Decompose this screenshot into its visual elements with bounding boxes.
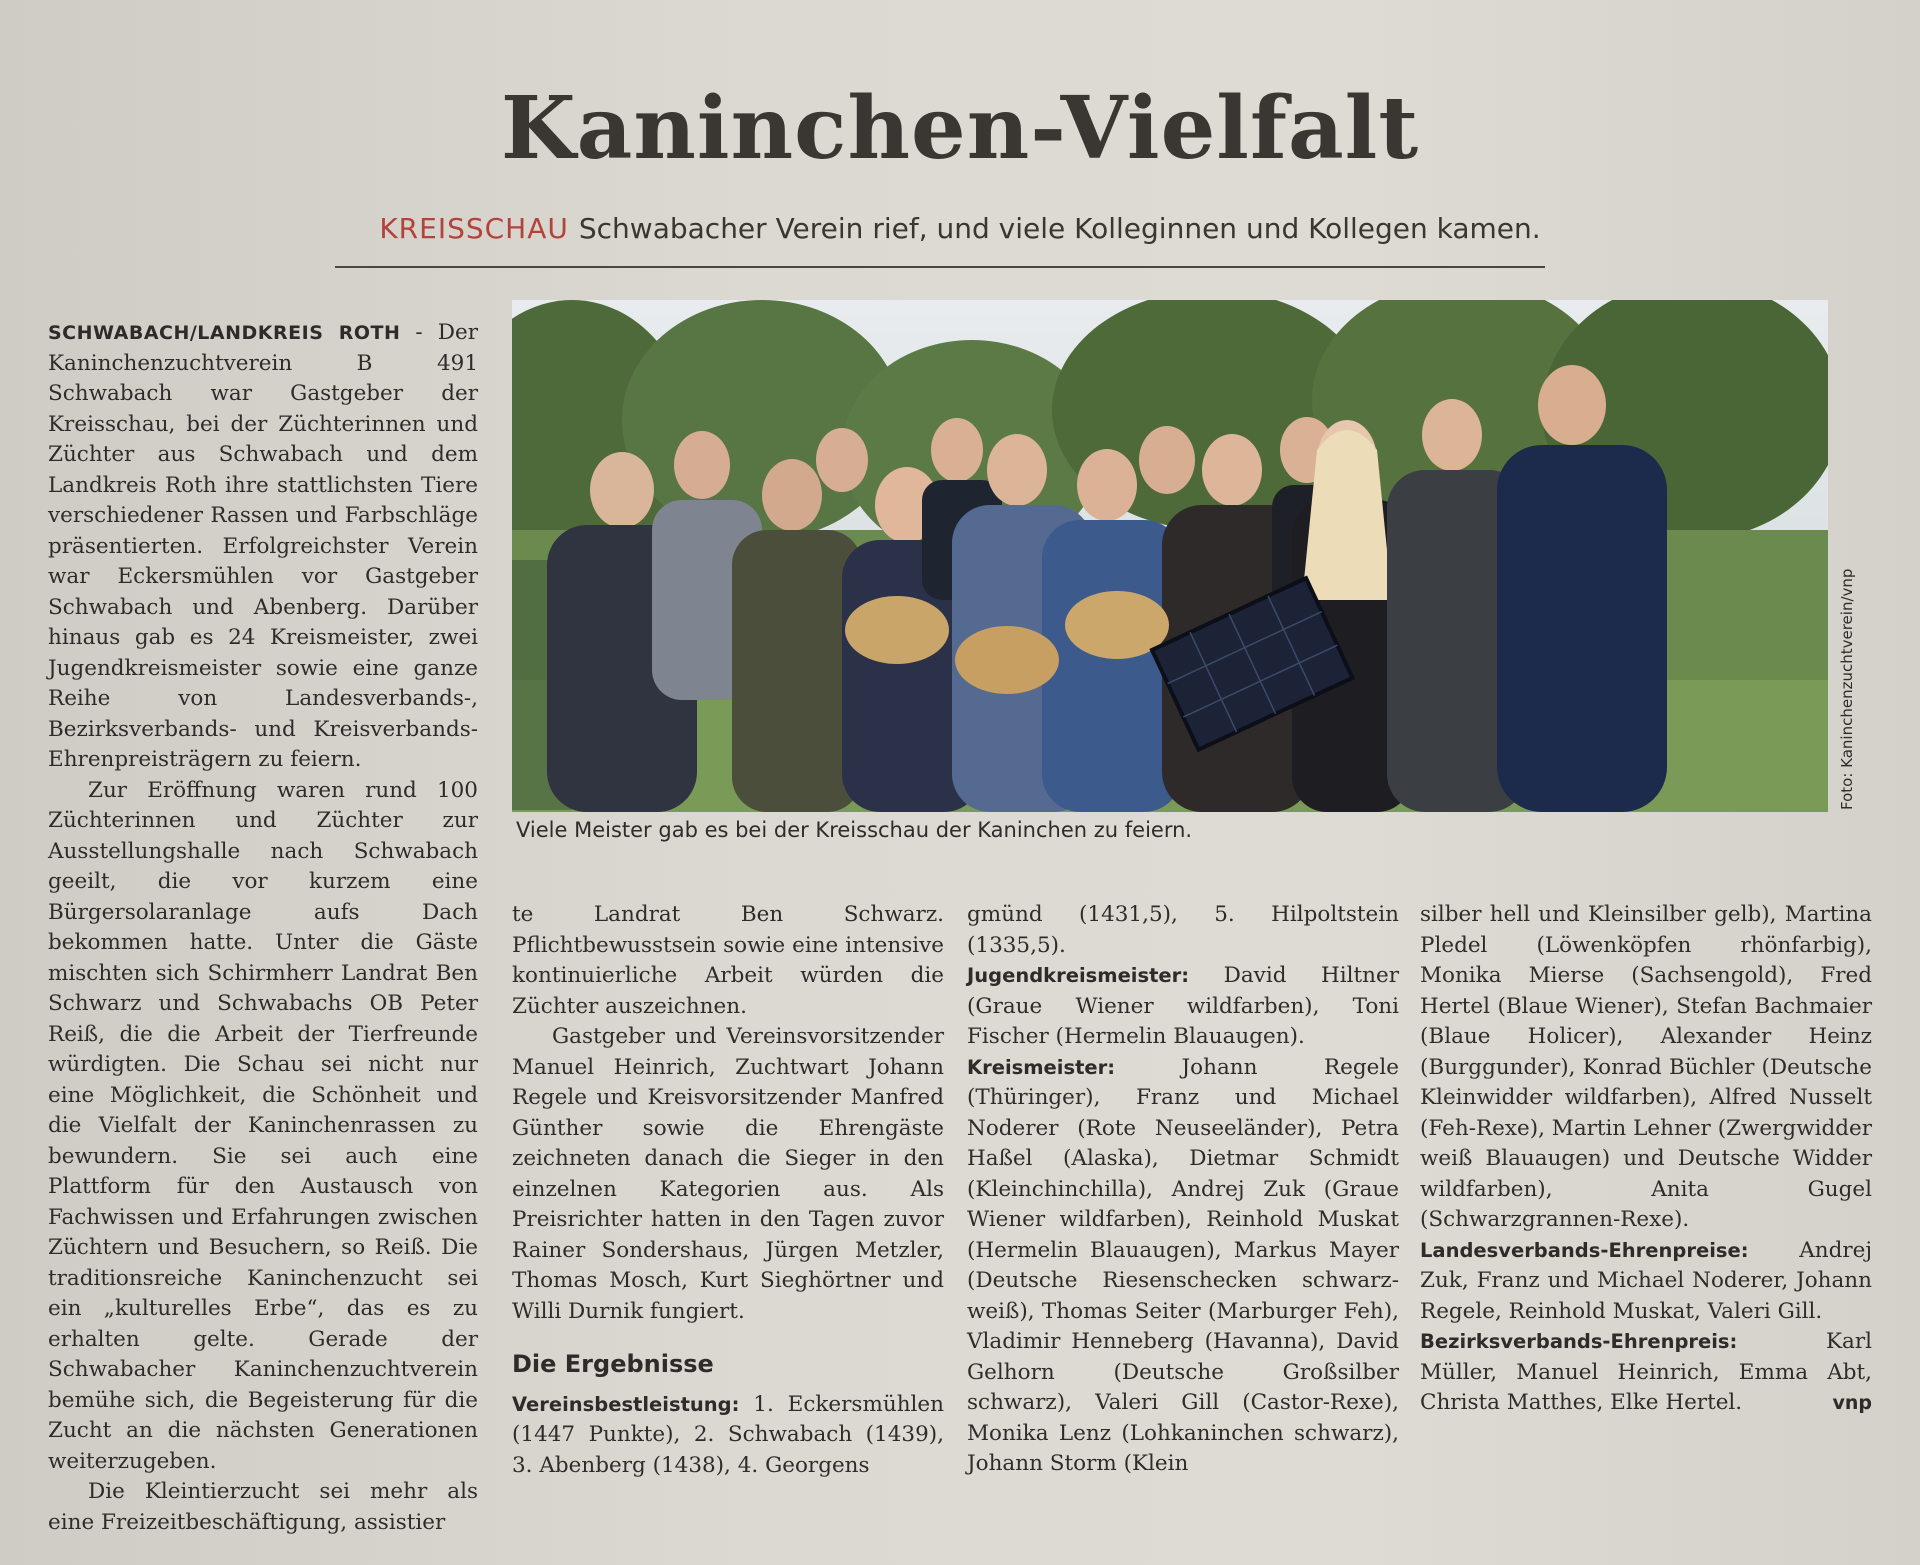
results-verein-cont: gmünd (1431,5), 5. Hilpoltstein (1335,5). (967, 902, 1399, 958)
header-rule (335, 266, 1545, 268)
results-verein-text: 1. Eckersmühlen (1447 Punkte), 2. Schwabach (1439), 3. Abenberg (1438), 4. Georgens (512, 1391, 944, 1478)
results-landes-label: Landesverbands-Ehrenpreise: (1420, 1238, 1749, 1262)
column-4 (1420, 900, 1872, 1419)
kicker: KREISSCHAU (379, 212, 569, 245)
results-kreis-cont: silber hell und Kleinsilber gelb), Martina Pledel (Löwenköpfen rhönfarbig), Monika Mierse (Sachsengold), Fred Hertel (Blaue Wiener), Stefan Bachmaier (Blaue Holicer), Alexander Heinz (Burggunder), Konrad Büchler (Deutsche Kleinwidder wildfarben), Alfred Nusselt (Feh-Rexe), Martin Lehner (Zwergwidder weiß Blauaugen) und Deutsche Widder wildfarben), Anita Gugel (Schwarzgrannen-Rexe). (1420, 902, 1872, 1232)
results-verein-label: Vereinsbestleistung: (512, 1392, 740, 1416)
paragraph-3a: Die Kleintierzucht sei mehr als eine Freizeitbeschäftigung, assistier (48, 1479, 478, 1535)
group-photo (512, 300, 1828, 812)
subheadline-line (0, 212, 1920, 245)
dateline: SCHWABACH/LANDKREIS ROTH (48, 322, 401, 344)
results-kreis-text: Johann Regele (Thüringer), Franz und Michael Noderer (Rote Neuseeländer), Petra Haßel (Alaska), Dietmar Schmidt (Kleinchinchilla), Andrej Zuk (Graue Wiener wildfarben), Reinhold Muskat (Hermelin Blauaugen), Markus Mayer (Deutsche Riesenschecken schwarz-weiß), Thomas Seiter (Marburger Feh), Vladimir Henneberg (Havanna), David Gelhorn (Deutsche Großsilber schwarz), Valeri Gill (Castor-Rexe), Monika Lenz (Lohkaninchen schwarz), Johann Storm (Klein (967, 1054, 1399, 1476)
paragraph-1 (48, 318, 478, 776)
results-kreis (967, 1053, 1399, 1480)
results-bezirk (1420, 1327, 1872, 1419)
paragraph-3b: te Landrat Ben Schwarz. Pflichtbewusstsein sowie eine intensive kontinuierliche Arbeit würden die Züchter auszeichnen. (512, 902, 944, 1019)
paragraph-1-text: - Der Kaninchenzuchtverein B 491 Schwabach war Gastgeber der Kreisschau, bei der Züchterinnen und Züchter aus Schwabach und dem Landkreis Roth ihre stattlichsten Tiere verschiedener Rassen und Farbschläge präsentierten. Erfolgreichster Verein war Eckersmühlen vor Gastgeber Schwabach und Abenberg. Darüber hinaus gab es 24 Kreismeister, zwei Jugendkreismeister sowie eine ganze Reihe von Landesverbands-, Bezirksverbands- und Kreisverbands-Ehrenpreisträgern zu feiern. (48, 320, 478, 772)
results-jugend-text: David Hiltner (Graue Wiener wildfarben), Toni Fischer (Hermelin Blauaugen). (967, 963, 1399, 1049)
results-jugend (967, 961, 1399, 1053)
photo-caption: Viele Meister gab es bei der Kreisschau der Kaninchen zu feiern. (516, 818, 1193, 842)
column-2 (512, 900, 944, 1481)
results-bezirk-text: Karl Müller, Manuel Heinrich, Emma Abt, Christa Matthes, Elke Hertel. (1420, 1329, 1872, 1415)
paragraph-2: Zur Eröffnung waren rund 100 Züchterinnen und Züchter zur Ausstellungshalle nach Schwabach geeilt, die vor kurzem eine Bürgersolaranlage aufs Dach bekommen hatte. Unter die Gäste mischten sich Schirmherr Landrat Ben Schwarz und Schwabachs OB Peter Reiß, die die Arbeit der Tierfreunde würdigten. Die Schau sei nicht nur eine Möglichkeit, die Schönheit und die Vielfalt der Kaninchenrassen zu bewundern. Sie sei auch eine Plattform für den Austausch von Fachwissen und Erfahrungen zwischen Züchtern und Besuchern, so Reiß. Die traditionsreiche Kaninchenzucht sei ein „kulturelles Erbe“, das es zu erhalten gelte. Gerade der Schwabacher Kaninchenzuchtverein bemühe sich, die Begeisterung für die Zucht an die nächsten Generationen weiterzugeben. (48, 777, 478, 1474)
author-signature: vnp (1832, 1392, 1872, 1414)
results-jugend-label: Jugendkreismeister: (967, 964, 1190, 987)
group-photo-illustration (512, 300, 1828, 812)
headline: Kaninchen-Vielfalt (500, 78, 1420, 179)
results-kreis-label: Kreismeister: (967, 1055, 1116, 1079)
results-bezirk-label: Bezirksverbands-Ehrenpreis: (1420, 1330, 1738, 1353)
column-1 (48, 318, 478, 1538)
photo-credit: Foto: Kaninchenzuchtverein/vnp (1838, 568, 1856, 810)
subheadline: Schwabacher Verein rief, und viele Kolleginnen und Kollegen kamen. (578, 212, 1541, 245)
results-landes (1420, 1236, 1872, 1328)
results-verein (512, 1390, 944, 1482)
column-3 (967, 900, 1399, 1480)
results-heading: Die Ergebnisse (512, 1350, 714, 1378)
results-landes-text: Andrej Zuk, Franz und Michael Noderer, Johann Regele, Reinhold Muskat, Valeri Gill. (1420, 1237, 1872, 1324)
paragraph-4: Gastgeber und Vereinsvorsitzender Manuel Heinrich, Zuchtwart Johann Regele und Kreisvorsitzender Manfred Günther sowie die Ehrengäste zeichneten danach die Sieger in den einzelnen Kategorien aus. Als Preisrichter hatten in den Tagen zuvor Rainer Sondershaus, Jürgen Metzler, Thomas Mosch, Kurt Sieghörtner und Willi Durnik fungiert. (512, 1024, 944, 1324)
